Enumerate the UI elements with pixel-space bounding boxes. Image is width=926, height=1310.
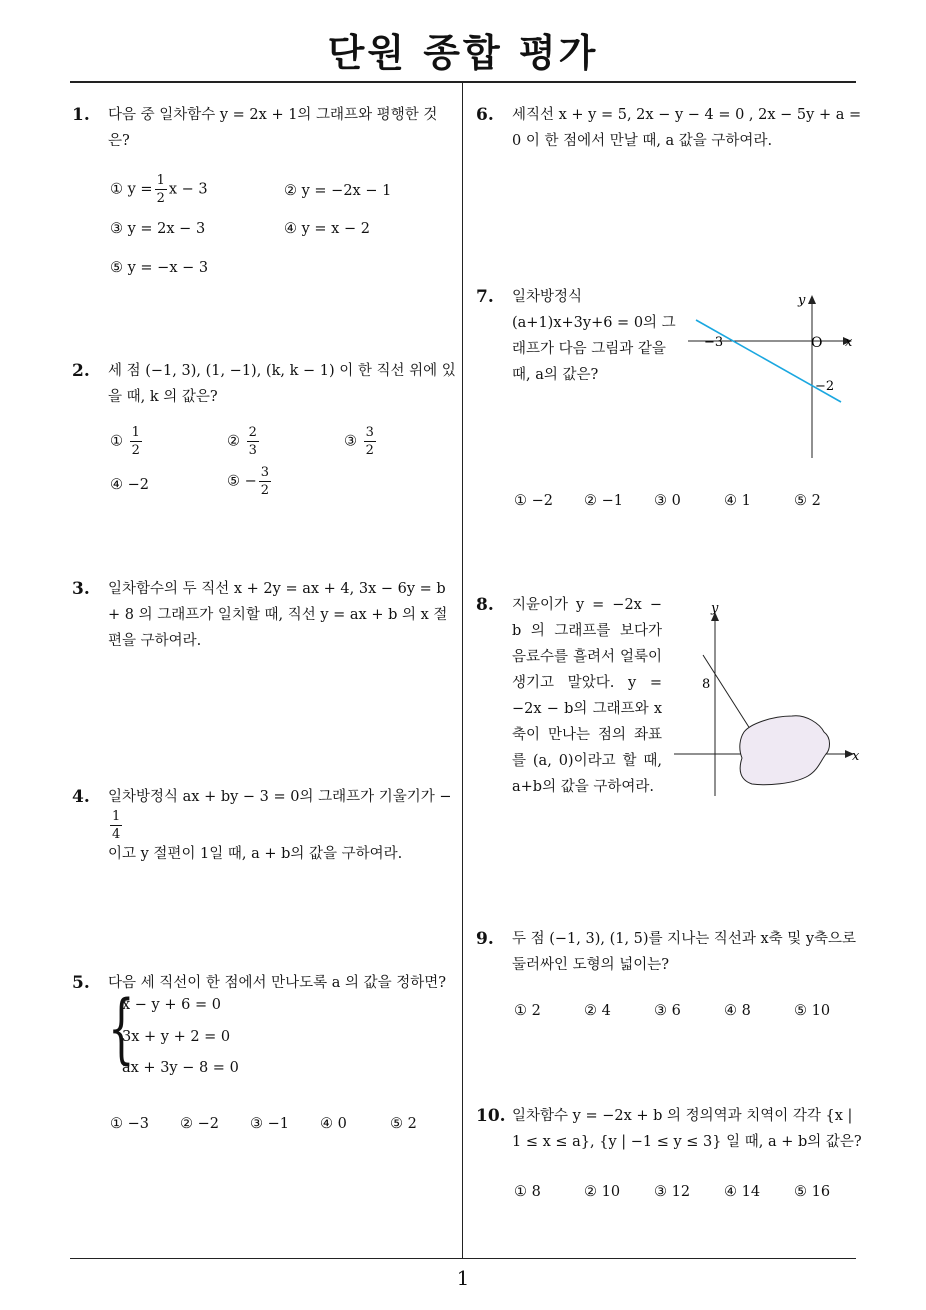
fraction: $\frac{1}{4}$ [112, 809, 121, 842]
problem-3 [72, 576, 457, 666]
equation-3: ax + 3y − 8 = 0 [122, 1060, 239, 1076]
fraction: $\frac{3}{2}$ [365, 425, 374, 458]
question-text: 다음 중 일차함수 y = 2x + 1의 그래프와 평행한 것은? [108, 107, 438, 149]
problem-number: 7. [476, 287, 494, 307]
choice-5[interactable]: ⑤ 10 [794, 1003, 831, 1019]
choice-2[interactable]: ② −1 [584, 493, 623, 509]
problem-10 [476, 1103, 861, 1213]
y-intercept-label: 8 [702, 677, 711, 692]
problem-number: 8. [476, 595, 494, 615]
problem-4 [72, 784, 457, 862]
choice-5[interactable]: ⑤ 2 [390, 1116, 417, 1132]
problem-8 [476, 592, 861, 802]
question-text: 일차함수의 두 직선 x + 2y = ax + 4, 3x − 6y = b + 8 의 그래프가 일치할 때, 직선 y = ax + b 의 x 절편을 구하여라. [108, 581, 448, 649]
choice-2[interactable]: ② y = −2x − 1 [284, 183, 392, 199]
problem-number: 5. [72, 973, 90, 993]
choice-5[interactable]: ⑤ 16 [794, 1184, 831, 1200]
choice-pre: y = [127, 181, 153, 198]
y-axis-label: y [711, 601, 719, 616]
choice-4[interactable]: ④ 8 [724, 1003, 751, 1019]
graph-8 [674, 598, 864, 798]
x-axis-label: x [845, 335, 853, 350]
choice-3[interactable]: ③ −1 [250, 1116, 289, 1132]
choice-1[interactable]: ① −3 [110, 1116, 149, 1132]
choice-3[interactable]: ③ 6 [654, 1003, 681, 1019]
page-number: 1 [456, 1266, 470, 1290]
choice-mark: ① [110, 181, 123, 198]
problem-6 [476, 102, 861, 162]
x-intercept-label: −3 [704, 335, 724, 350]
fraction: $\frac{1}{2}$ [156, 173, 165, 206]
problem-number: 1. [72, 105, 90, 125]
page-title: 단원 종합 평가 [327, 31, 599, 75]
choice-2[interactable]: ② 4 [584, 1003, 611, 1019]
choice-5[interactable]: ⑤ − $\frac{3}{2}$ [227, 465, 270, 498]
choice-3[interactable]: ③ 0 [654, 493, 681, 509]
question-text: 지윤이가 y = −2x − b 의 그래프를 보다가 음료수를 흘려서 얼룩이 생기고 말았다. y = −2x − b의 그래프와 x 축이 만나는 점의 좌표를 (a, 0)이라고 할 때, a+b의 값을 구하여라. [512, 597, 662, 795]
choice-4[interactable]: ④ −2 [110, 477, 149, 493]
equation-system [108, 983, 308, 1086]
choice-4[interactable]: ④ 14 [724, 1184, 761, 1200]
bottom-rule [70, 1258, 856, 1259]
brace: { [108, 983, 135, 1072]
choice-3[interactable]: ③ $\frac{3}{2}$ [344, 425, 374, 458]
question-text: 다음 세 직선이 한 점에서 만나도록 a 의 값을 정하면? [108, 975, 447, 991]
question-text: 두 점 (−1, 3), (1, 5)를 지나는 직선과 x축 및 y축으로 둘러싸인 도형의 넓이는? [512, 931, 857, 973]
y-intercept-label: −2 [815, 379, 835, 394]
choice-3[interactable]: ③ 12 [654, 1184, 691, 1200]
y-axis-arrow [808, 295, 816, 304]
fraction: $\frac{1}{2}$ [131, 425, 140, 458]
question-text: 세 점 (−1, 3), (1, −1), (k, k − 1) 이 한 직선 위에 있을 때, k 의 값은? [108, 363, 456, 405]
problem-9 [476, 926, 861, 1026]
choice-1[interactable] [110, 174, 208, 205]
origin-label: O [811, 335, 823, 351]
problem-1 [72, 102, 457, 282]
problem-7 [476, 284, 861, 514]
stain-shape [740, 716, 830, 785]
problem-number: 9. [476, 929, 494, 949]
choice-1[interactable]: ① −2 [514, 493, 553, 509]
choice-3[interactable]: ③ y = 2x − 3 [110, 221, 206, 237]
choice-5[interactable]: ⑤ 2 [794, 493, 821, 509]
x-axis-label: x [852, 749, 860, 764]
equation-1: x − y + 6 = 0 [122, 997, 221, 1013]
problem-number: 3. [72, 579, 90, 599]
fraction: $\frac{2}{3}$ [248, 425, 257, 458]
y-axis-label: y [798, 293, 806, 308]
choice-4[interactable]: ④ 0 [320, 1116, 347, 1132]
problem-number: 6. [476, 105, 494, 125]
problem-2 [72, 358, 457, 508]
choice-1[interactable]: ① 8 [514, 1184, 541, 1200]
choice-4[interactable]: ④ y = x − 2 [284, 221, 370, 237]
question-text: 세직선 x + y = 5, 2x − y − 4 = 0 , 2x − 5y + a = 0 이 한 점에서 만날 때, a 값을 구하여라. [512, 107, 862, 149]
graph-line [703, 655, 752, 732]
choice-1[interactable]: ① 2 [514, 1003, 541, 1019]
problem-number: 10. [476, 1106, 506, 1126]
question-text: 일차방정식 ax + by − 3 = 0의 그래프가 기울기가 − $\frac{1}{4}$ 이고 y 절편이 1일 때, a + b의 값을 구하여라. [108, 789, 452, 862]
choice-post: x − 3 [168, 181, 208, 198]
problem-5 [72, 970, 457, 1140]
choice-2[interactable]: ② $\frac{2}{3}$ [227, 425, 257, 458]
fraction: $\frac{3}{2}$ [260, 465, 270, 498]
choice-2[interactable]: ② −2 [180, 1116, 219, 1132]
column-divider [462, 83, 463, 1258]
choice-2[interactable]: ② 10 [584, 1184, 621, 1200]
choice-4[interactable]: ④ 1 [724, 493, 751, 509]
choice-1[interactable]: ① $\frac{1}{2}$ [110, 425, 140, 458]
equation-2: 3x + y + 2 = 0 [122, 1029, 231, 1045]
question-text: 일차방정식 (a+1)x+3y+6 = 0의 그래프가 다음 그림과 같을 때, a의 값은? [512, 289, 676, 383]
problem-number: 4. [72, 787, 90, 807]
choice-5[interactable]: ⑤ y = −x − 3 [110, 260, 209, 276]
problem-number: 2. [72, 361, 90, 381]
question-text: 일차함수 y = −2x + b 의 정의역과 치역이 각각 {x | 1 ≤ x ≤ a}, {y | −1 ≤ y ≤ 3} 일 때, a + b의 값은? [512, 1108, 862, 1150]
top-rule [70, 81, 856, 83]
graph-7 [688, 290, 863, 465]
